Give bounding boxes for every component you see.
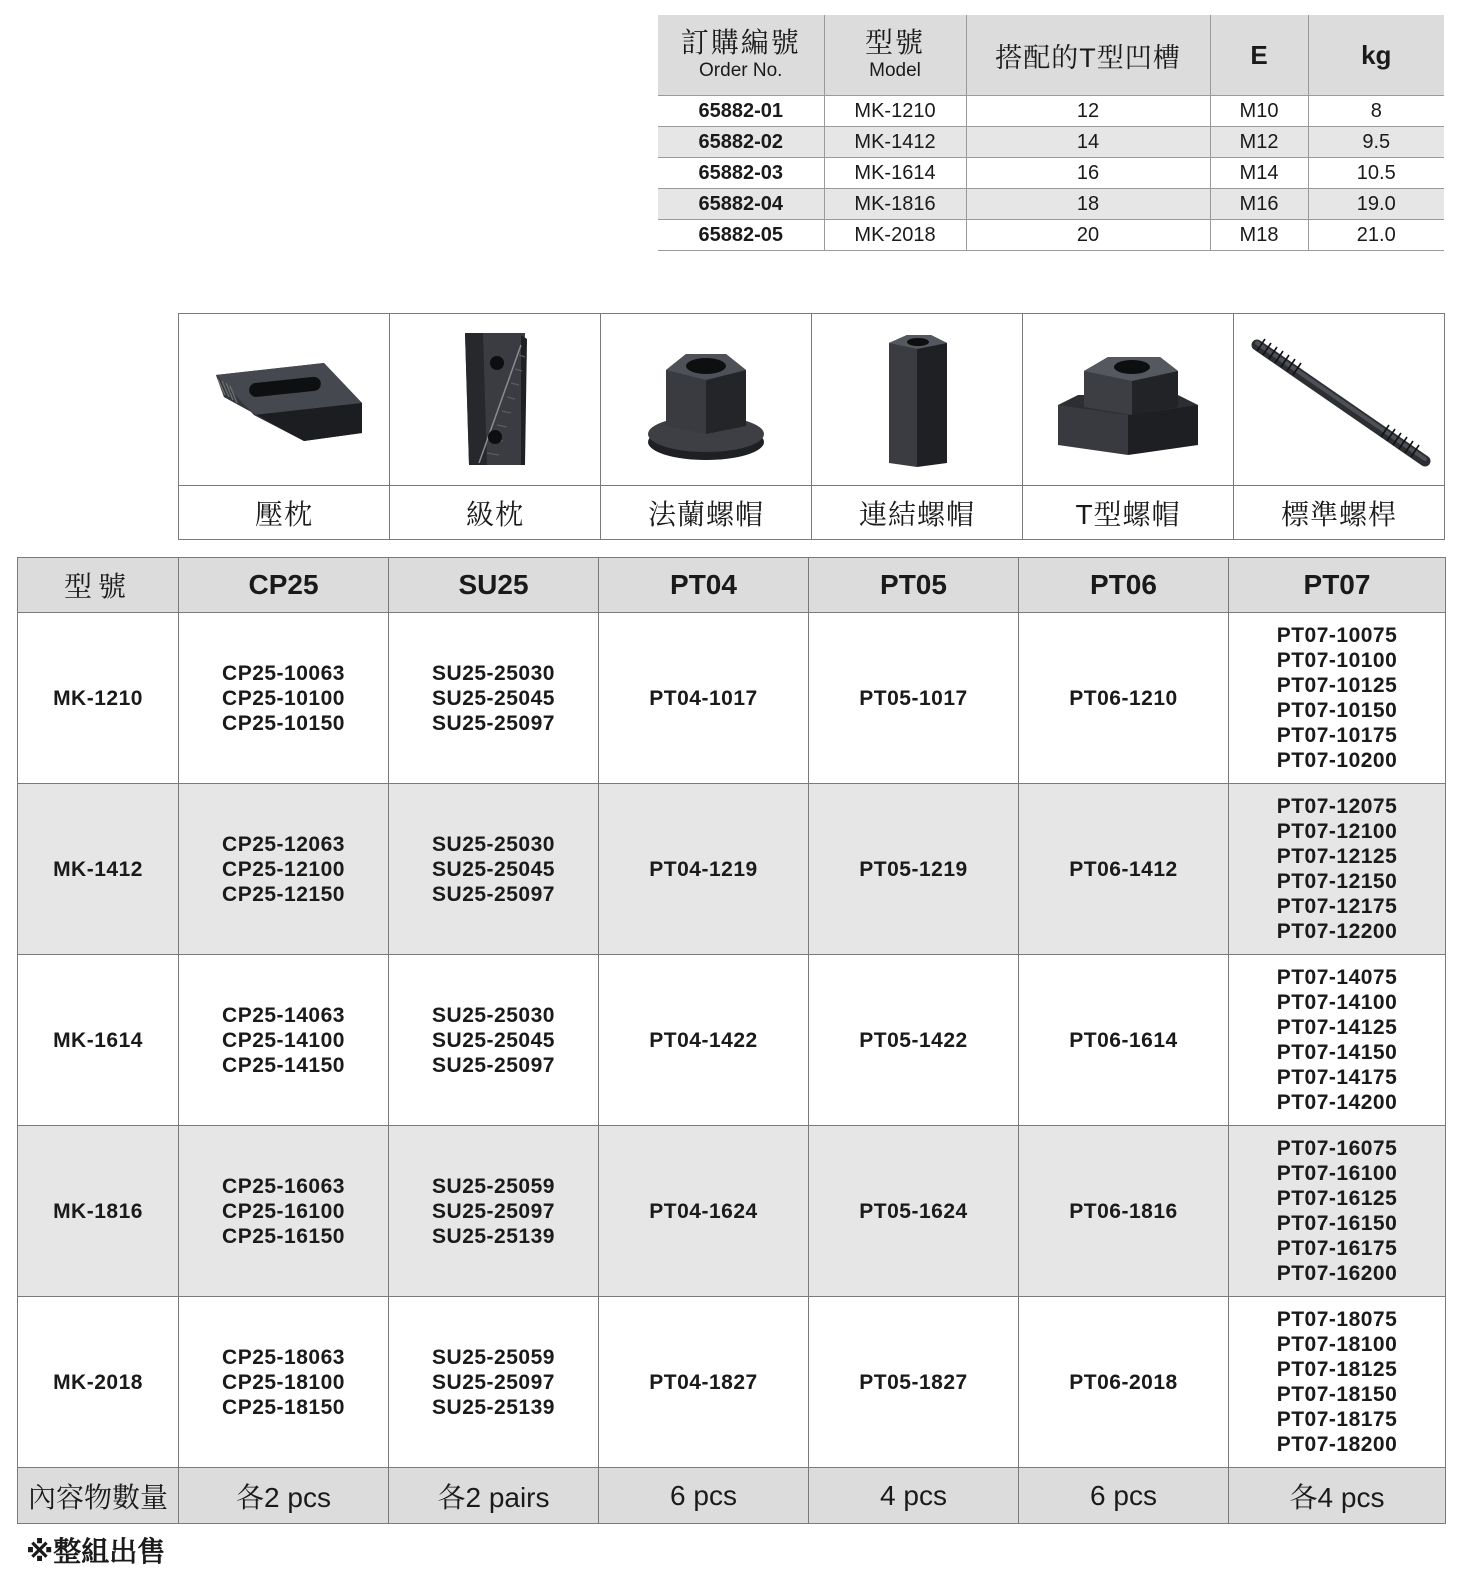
cp25-cell (179, 1126, 389, 1297)
cp25-part-number: CP25-18063 (222, 1345, 345, 1369)
pt07-part-number: PT07-10125 (1276, 674, 1398, 697)
t-slot-cell: 18 (966, 189, 1210, 220)
product-image-cell (390, 314, 601, 486)
pt07-part-number: PT07-16100 (1276, 1162, 1398, 1185)
model-cell: MK-1412 (824, 127, 966, 158)
pt07-part-number: PT07-14200 (1276, 1091, 1398, 1114)
cp25-part-number: CP25-16150 (222, 1224, 345, 1248)
pt07-part-number: PT07-12175 (1276, 895, 1398, 918)
t-slot-cell: 14 (966, 127, 1210, 158)
e-cell: M18 (1210, 220, 1308, 251)
su25-part-number: SU25-25097 (432, 882, 555, 906)
order-no-cell: 65882-01 (658, 96, 824, 127)
pt07-part-number: PT07-14125 (1276, 1016, 1398, 1039)
pt07-cell (1229, 613, 1446, 784)
cp25-part-number: CP25-16100 (222, 1199, 345, 1223)
cp25-part-number: CP25-12100 (222, 857, 345, 881)
header-e-label: E (1250, 39, 1268, 70)
order-table-header-row (658, 15, 1444, 96)
cp25-cell (179, 1297, 389, 1468)
model-cell: MK-1412 (18, 784, 179, 955)
product-name: 壓枕 (179, 486, 390, 540)
kg-cell: 9.5 (1308, 127, 1444, 158)
order-no-cell: 65882-02 (658, 127, 824, 158)
pt04-cell: PT04-1017 (599, 613, 809, 784)
su25-part-number: SU25-25097 (432, 711, 555, 735)
pt04-cell: PT04-1422 (599, 955, 809, 1126)
product-image-cell (601, 314, 812, 486)
header-su25: SU25 (389, 558, 599, 613)
cp25-part-number: CP25-18100 (222, 1370, 345, 1394)
cp25-part-number: CP25-16063 (222, 1174, 345, 1198)
cp25-part-number: CP25-12150 (222, 882, 345, 906)
su25-part-number: SU25-25059 (432, 1174, 555, 1198)
kg-cell: 8 (1308, 96, 1444, 127)
su25-part-number: SU25-25045 (432, 857, 555, 881)
compatibility-row (18, 955, 1446, 1126)
order-no-cell: 65882-04 (658, 189, 824, 220)
coupling-nut-icon (867, 325, 967, 475)
product-name: 連結螺帽 (812, 486, 1023, 540)
pt07-part-number: PT07-16200 (1276, 1262, 1398, 1285)
su25-cell (389, 613, 599, 784)
quantity-pt05: 4 pcs (809, 1468, 1019, 1524)
product-image-row (179, 314, 1445, 486)
su25-part-number: SU25-25059 (432, 1345, 555, 1369)
footnote: ※整組出售 (26, 1536, 166, 1567)
t-slot-cell: 20 (966, 220, 1210, 251)
product-name: 標準螺桿 (1234, 486, 1445, 540)
su25-cell (389, 1297, 599, 1468)
model-cell: MK-1816 (18, 1126, 179, 1297)
pt07-part-number: PT07-18125 (1276, 1358, 1398, 1381)
model-cell: MK-2018 (18, 1297, 179, 1468)
header-e (1210, 15, 1308, 96)
pt04-cell: PT04-1219 (599, 784, 809, 955)
pt07-cell (1229, 1126, 1446, 1297)
pt07-cell (1229, 784, 1446, 955)
kg-cell: 10.5 (1308, 158, 1444, 189)
cp25-part-number: CP25-12063 (222, 832, 345, 856)
product-name: T型螺帽 (1023, 486, 1234, 540)
model-cell: MK-1210 (824, 96, 966, 127)
su25-part-number: SU25-25139 (432, 1224, 555, 1248)
pt04-cell: PT04-1827 (599, 1297, 809, 1468)
cp25-cell (179, 613, 389, 784)
su25-cell (389, 1126, 599, 1297)
t-slot-cell: 16 (966, 158, 1210, 189)
pt07-part-number: PT07-14150 (1276, 1041, 1398, 1064)
su25-part-number: SU25-25139 (432, 1395, 555, 1419)
compatibility-row (18, 613, 1446, 784)
pt07-part-number: PT07-10150 (1276, 699, 1398, 722)
header-zh: 搭配的T型凹槽 (995, 42, 1181, 73)
flange-nut-icon (636, 330, 776, 470)
header-kg (1308, 15, 1444, 96)
pt07-part-number: PT07-12125 (1276, 845, 1398, 868)
t-slot-cell: 12 (966, 96, 1210, 127)
pt05-cell: PT05-1219 (809, 784, 1019, 955)
compatibility-row (18, 1126, 1446, 1297)
cp25-part-number: CP25-14063 (222, 1003, 345, 1027)
order-no-cell: 65882-05 (658, 220, 824, 251)
su25-part-number: SU25-25097 (432, 1370, 555, 1394)
pt07-part-number: PT07-14075 (1276, 966, 1398, 989)
pt07-part-number: PT07-16175 (1276, 1237, 1398, 1260)
cp25-part-number: CP25-14150 (222, 1053, 345, 1077)
su25-part-number: SU25-25097 (432, 1199, 555, 1223)
cp25-part-number: CP25-18150 (222, 1395, 345, 1419)
header-pt07: PT07 (1229, 558, 1446, 613)
e-cell: M10 (1210, 96, 1308, 127)
t-slot-nut-icon (1048, 335, 1208, 465)
product-name-row (179, 486, 1445, 540)
pt07-part-number: PT07-16125 (1276, 1187, 1398, 1210)
pt07-part-number: PT07-18150 (1276, 1383, 1398, 1406)
model-cell: MK-1210 (18, 613, 179, 784)
header-model: 型號 (18, 558, 179, 613)
header-en: Model (869, 60, 921, 81)
pt07-part-number: PT07-18075 (1276, 1308, 1398, 1331)
compatibility-table (17, 557, 1446, 1524)
pt05-cell: PT05-1422 (809, 955, 1019, 1126)
compatibility-table-body (18, 613, 1446, 1468)
pt07-part-number: PT07-16075 (1276, 1137, 1398, 1160)
header-model (824, 15, 966, 96)
cp25-part-number: CP25-10063 (222, 661, 345, 685)
pt07-part-number: PT07-14100 (1276, 991, 1398, 1014)
pt05-cell: PT05-1624 (809, 1126, 1019, 1297)
stud-bolt-icon (1239, 325, 1439, 475)
pt07-part-number: PT07-12200 (1276, 920, 1398, 943)
pt07-part-number: PT07-18200 (1276, 1433, 1398, 1456)
product-image-cell (812, 314, 1023, 486)
quantity-row (18, 1468, 1446, 1524)
pt06-cell: PT06-1210 (1019, 613, 1229, 784)
pt06-cell: PT06-1412 (1019, 784, 1229, 955)
quantity-su25: 各2 pairs (389, 1468, 599, 1524)
su25-part-number: SU25-25030 (432, 832, 555, 856)
su25-part-number: SU25-25045 (432, 686, 555, 710)
e-cell: M16 (1210, 189, 1308, 220)
e-cell: M14 (1210, 158, 1308, 189)
order-table-row (658, 189, 1444, 220)
header-zh: 型號 (864, 27, 925, 58)
model-cell: MK-2018 (824, 220, 966, 251)
cp25-part-number: CP25-10100 (222, 686, 345, 710)
product-table (178, 313, 1445, 540)
step-clamp-icon (194, 345, 374, 455)
cp25-cell (179, 955, 389, 1126)
header-cp25: CP25 (179, 558, 389, 613)
pt07-part-number: PT07-10200 (1276, 749, 1398, 772)
pt07-part-number: PT07-18100 (1276, 1333, 1398, 1356)
compatibility-header-row (18, 558, 1446, 613)
order-table-row (658, 127, 1444, 158)
order-table-row (658, 158, 1444, 189)
product-image-cell (1023, 314, 1234, 486)
product-name: 法蘭螺帽 (601, 486, 812, 540)
pt07-part-number: PT07-10075 (1276, 624, 1398, 647)
pt07-part-number: PT07-10175 (1276, 724, 1398, 747)
quantity-pt07: 各4 pcs (1229, 1468, 1446, 1524)
su25-cell (389, 955, 599, 1126)
pt07-part-number: PT07-16150 (1276, 1212, 1398, 1235)
header-en: Order No. (699, 60, 783, 81)
model-cell: MK-1614 (824, 158, 966, 189)
product-name: 級枕 (390, 486, 601, 540)
header-pt06: PT06 (1019, 558, 1229, 613)
pt05-cell: PT05-1827 (809, 1297, 1019, 1468)
pt05-cell: PT05-1017 (809, 613, 1019, 784)
pt07-cell (1229, 1297, 1446, 1468)
pt07-part-number: PT07-12100 (1276, 820, 1398, 843)
pt07-part-number: PT07-12075 (1276, 795, 1398, 818)
cp25-cell (179, 784, 389, 955)
order-no-cell: 65882-03 (658, 158, 824, 189)
order-table (658, 15, 1444, 251)
quantity-pt04: 6 pcs (599, 1468, 809, 1524)
cp25-part-number: CP25-14100 (222, 1028, 345, 1052)
pt06-cell: PT06-1614 (1019, 955, 1229, 1126)
order-table-row (658, 220, 1444, 251)
quantity-cp25: 各2 pcs (179, 1468, 389, 1524)
product-image-cell (1234, 314, 1445, 486)
pt06-cell: PT06-2018 (1019, 1297, 1229, 1468)
pt07-cell (1229, 955, 1446, 1126)
header-zh: 訂購編號 (680, 27, 801, 58)
header-t-slot (966, 15, 1210, 96)
kg-cell: 19.0 (1308, 189, 1444, 220)
pt07-part-number: PT07-12150 (1276, 870, 1398, 893)
product-image-cell (179, 314, 390, 486)
su25-part-number: SU25-25030 (432, 661, 555, 685)
header-kg-label: kg (1361, 39, 1392, 70)
pt07-part-number: PT07-10100 (1276, 649, 1398, 672)
step-block-icon (435, 325, 555, 475)
header-pt05: PT05 (809, 558, 1019, 613)
compatibility-row (18, 1297, 1446, 1468)
kg-cell: 21.0 (1308, 220, 1444, 251)
header-pt04: PT04 (599, 558, 809, 613)
compatibility-row (18, 784, 1446, 955)
model-cell: MK-1816 (824, 189, 966, 220)
pt04-cell: PT04-1624 (599, 1126, 809, 1297)
e-cell: M12 (1210, 127, 1308, 158)
model-cell: MK-1614 (18, 955, 179, 1126)
su25-part-number: SU25-25097 (432, 1053, 555, 1077)
quantity-pt06: 6 pcs (1019, 1468, 1229, 1524)
header-order-no (658, 15, 824, 96)
su25-part-number: SU25-25030 (432, 1003, 555, 1027)
pt07-part-number: PT07-14175 (1276, 1066, 1398, 1089)
su25-cell (389, 784, 599, 955)
pt07-part-number: PT07-18175 (1276, 1408, 1398, 1431)
cp25-part-number: CP25-10150 (222, 711, 345, 735)
order-table-row (658, 96, 1444, 127)
order-table-body (658, 96, 1444, 251)
quantity-label: 內容物數量 (18, 1468, 179, 1524)
pt06-cell: PT06-1816 (1019, 1126, 1229, 1297)
su25-part-number: SU25-25045 (432, 1028, 555, 1052)
